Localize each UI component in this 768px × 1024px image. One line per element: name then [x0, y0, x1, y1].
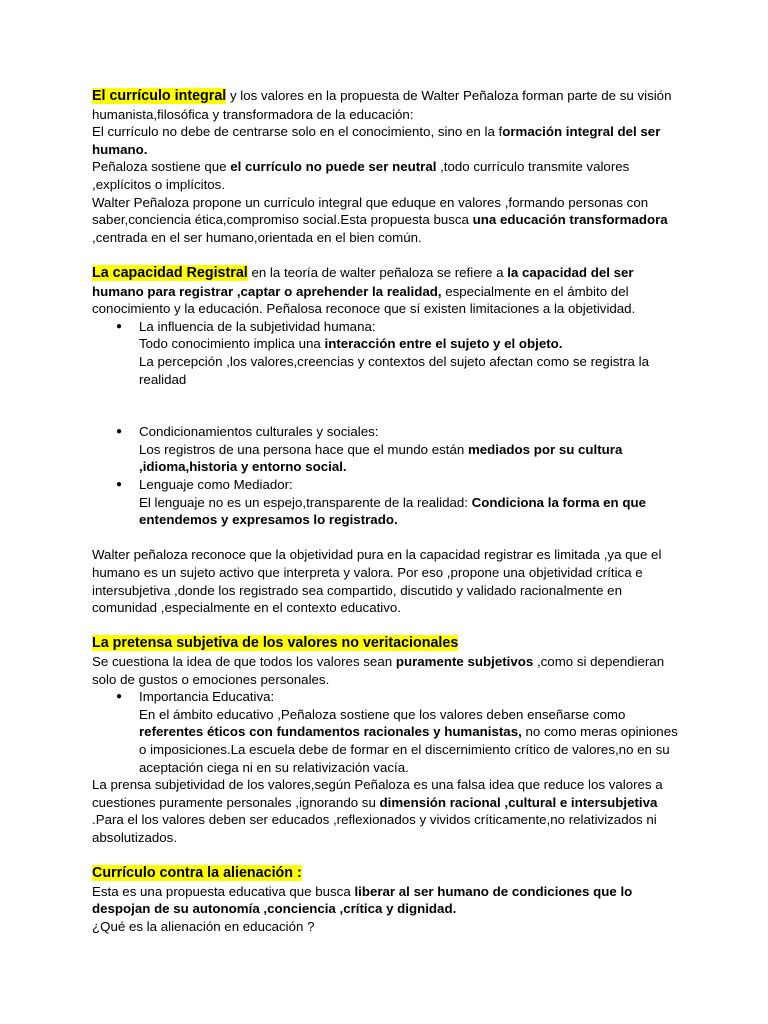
list-item [92, 318, 678, 388]
text-span: El currículo no debe de centrarse solo en el conocimiento, sino en la f [92, 124, 503, 140]
text-span: Se cuestiona la idea de que todos los valores sean [92, 654, 396, 669]
bold-span: liberar al ser humano de condiciones que lo despojan de su autonomía ,conciencia ,crítica y dignidad. [92, 883, 633, 917]
text-span: no como meras opiniones o imposiciones.La escuela debe de formar en el discernimiento crítico de valores,no en su aceptación ciega ni en su relativización vacía. [139, 724, 678, 775]
text-span: La percepción ,los valores,creencias y contextos del sujeto afectan como se registra la realidad [139, 353, 649, 387]
text-span: ,como si dependieran solo de gustos o emociones personales. [92, 654, 665, 687]
list-item-heading: La influencia de la subjetividad humana: [139, 318, 376, 334]
list-item-heading: Lenguaje como Mediador: [139, 477, 293, 493]
paragraph-prensa-subjetividad [92, 776, 678, 846]
text-span: Esta es una propuesta educativa que busca [92, 883, 355, 899]
bold-span: puramente subjetivos [395, 654, 534, 669]
text-span: El lenguaje no es un espejo,transparente de la realidad: [139, 494, 472, 510]
paragraph-pregunta: ¿Qué es la alienación en educación ? [92, 918, 315, 934]
spacer [92, 847, 678, 865]
text-span: en la teoría de walter peñaloza se refiere a [247, 264, 508, 280]
bold-span: la capacidad del ser humano para registrar ,captar o aprehender la realidad, [92, 264, 634, 299]
paragraph-capacidad-registral [92, 264, 678, 318]
bullet-list-registral [92, 318, 678, 388]
spacer [92, 246, 678, 264]
list-item [92, 476, 678, 529]
list-item-heading: Condicionamientos culturales y sociales: [139, 424, 379, 440]
paragraph-neutral [92, 158, 678, 193]
paragraph-pretensa-title [92, 634, 678, 653]
bold-span: una educación transformadora [472, 212, 668, 228]
heading-pretensa-subjetiva: La pretensa subjetiva de los valores no veritacionales [92, 635, 459, 652]
heading-curriculo-integral: El currículo integral [92, 88, 227, 104]
bold-span: mediados por su cultura ,idioma,historia y entorno social. [139, 441, 623, 475]
text-span: y los valores en la propuesta de Walter Peñaloza forman parte de su visión humanista,filosófica y transformadora de la educación: [92, 88, 672, 122]
bullet-list-registral-2 [92, 423, 678, 529]
text-span: especialmente en el ámbito del conocimiento y la educación. Peñalosa reconoce que sí existen limitaciones a la objetividad. [92, 283, 636, 317]
text-span: Todo conocimiento implica una [139, 336, 325, 352]
list-item [92, 688, 678, 776]
text-span: En el ámbito educativo ,Peñaloza sostiene que los valores deben enseñarse como [139, 706, 626, 722]
list-item [92, 423, 678, 476]
spacer [92, 388, 678, 406]
text-span: Peñaloza sostiene que [92, 159, 231, 175]
paragraph-alienacion-title [92, 864, 678, 883]
document-body [92, 87, 678, 936]
paragraph-cuestiona [92, 653, 678, 688]
bold-span: el currículo no puede ser neutral [230, 159, 437, 175]
bold-span: Condiciona la forma en que entendemos y expresamos lo registrado. [139, 494, 647, 528]
text-span: ,todo currículo transmite valores ,explícitos o implícitos. [92, 159, 630, 192]
paragraph-formacion [92, 123, 678, 158]
spacer [92, 406, 678, 424]
spacer [92, 529, 678, 547]
text-span: Walter Peñaloza propone un currículo integral que eduque en valores ,formando personas con saber,conciencia ética,compromiso social.Esta propuesta busca [92, 194, 649, 228]
text-span: .Para el los valores deben ser educados ,reflexionados y vividos críticamente,no relativizados ni absolutizados. [92, 812, 657, 845]
paragraph-curriculo-integral [92, 87, 678, 123]
bold-span: dimensión racional ,cultural e intersubjetiva [379, 794, 658, 810]
bold-span: ormación integral del ser humano. [92, 124, 661, 157]
paragraph-liberar [92, 883, 678, 918]
text-span: Los registros de una persona hace que el mundo están [139, 441, 468, 457]
text-span: ,centrada en el ser humano,orientada en el bien común. [92, 229, 422, 245]
bold-span: referentes éticos con fundamentos racionales y humanistas, [139, 724, 522, 740]
heading-curriculo-alienacion: Currículo contra la alienación : [92, 865, 302, 882]
list-item-heading: Importancia Educativa: [139, 689, 275, 705]
paragraph-propuesta [92, 194, 678, 247]
spacer [92, 617, 678, 635]
bold-span: interacción entre el sujeto y el objeto. [324, 336, 563, 352]
text-span: La prensa subjetividad de los valores,según Peñaloza es una falsa idea que reduce los valores a cuestiones puramente personales ,ignorando su [92, 777, 663, 810]
heading-capacidad-registral: La capacidad Registral [92, 264, 248, 281]
paragraph-objetividad: Walter peñaloza reconoce que la objetividad pura en la capacidad registrar es limitada ,ya que el humano es un sujeto activo que interpreta y valora. Por eso ,propone una objetividad crítica e intersubjetiva ,donde los registrado sea compartido, discutido y validado racionalmente en comunidad ,especialmente en el contexto educativo. [92, 547, 662, 616]
bullet-list-valores [92, 688, 678, 776]
